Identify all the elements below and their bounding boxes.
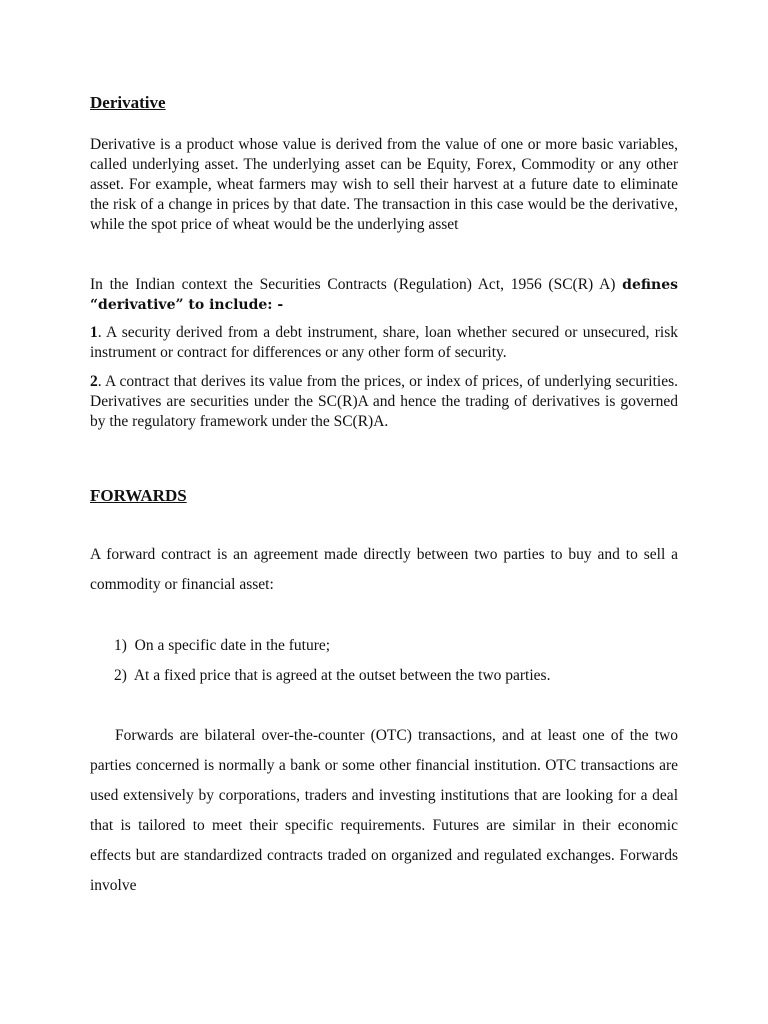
list-item-number: 1) bbox=[114, 637, 127, 654]
defines-colon: : - bbox=[267, 297, 284, 313]
forwards-intro-paragraph: A forward contract is an agreement made directly between two parties to buy and to sell a commodity or financial asset: bbox=[90, 546, 678, 593]
derivative-definition-paragraph: Derivative is a product whose value is derived from the value of one or more basic variables, called underlying asset. The underlying asset can be Equity, Forex, Commodity or any other asset. For example, wheat farmers may wish to sell their harvest at a future date to eliminate the risk of a change in prices by that date. The transaction in this case would be the derivative, while the spot price of wheat would be the underlying asset bbox=[90, 136, 678, 233]
section-heading-forwards: FORWARDS bbox=[90, 486, 187, 505]
list-item-number: 2) bbox=[114, 667, 127, 684]
forwards-otc-paragraph: Forwards are bilateral over-the-counter (OTC) transactions, and at least one of the two parties concerned is normally a bank or some other financial institution. OTC transactions are used extensively by corporations, traders and investing institutions that are looking for a deal that is tailored to meet their specific requirements. Futures are similar in their economic effects but are standardized contracts traded on organized and regulated exchanges. Forwards involve bbox=[90, 727, 678, 894]
defines-derivative-phrase: defines “derivative” to include bbox=[90, 277, 678, 313]
section-heading-derivative: Derivative bbox=[90, 93, 166, 112]
sc-r-a-intro-text: In the Indian context the Securities Contracts (Regulation) Act, 1956 (SC(R) A) bbox=[90, 276, 616, 293]
list-item-text: On a specific date in the future; bbox=[134, 637, 331, 654]
list-item bbox=[114, 661, 678, 691]
list-item bbox=[114, 631, 678, 661]
definition-point-1 bbox=[90, 323, 678, 363]
list-item-text: At a fixed price that is agreed at the outset between the two parties. bbox=[133, 667, 551, 684]
definition-point-2 bbox=[90, 372, 678, 432]
point-1-text: . A security derived from a debt instrument, share, loan whether secured or unsecured, risk instrument or contract for differences or any other form of security. bbox=[90, 324, 678, 361]
point-2-text: . A contract that derives its value from the prices, or index of prices, of underlying securities. Derivatives are securities under the SC(R)A and hence the trading of derivatives is governed by the regulatory framework under the SC(R)A. bbox=[90, 373, 678, 430]
point-2-number: 2 bbox=[90, 373, 98, 390]
forwards-conditions-list bbox=[114, 631, 678, 691]
point-1-number: 1 bbox=[90, 324, 98, 341]
sc-r-a-paragraph bbox=[90, 275, 678, 315]
